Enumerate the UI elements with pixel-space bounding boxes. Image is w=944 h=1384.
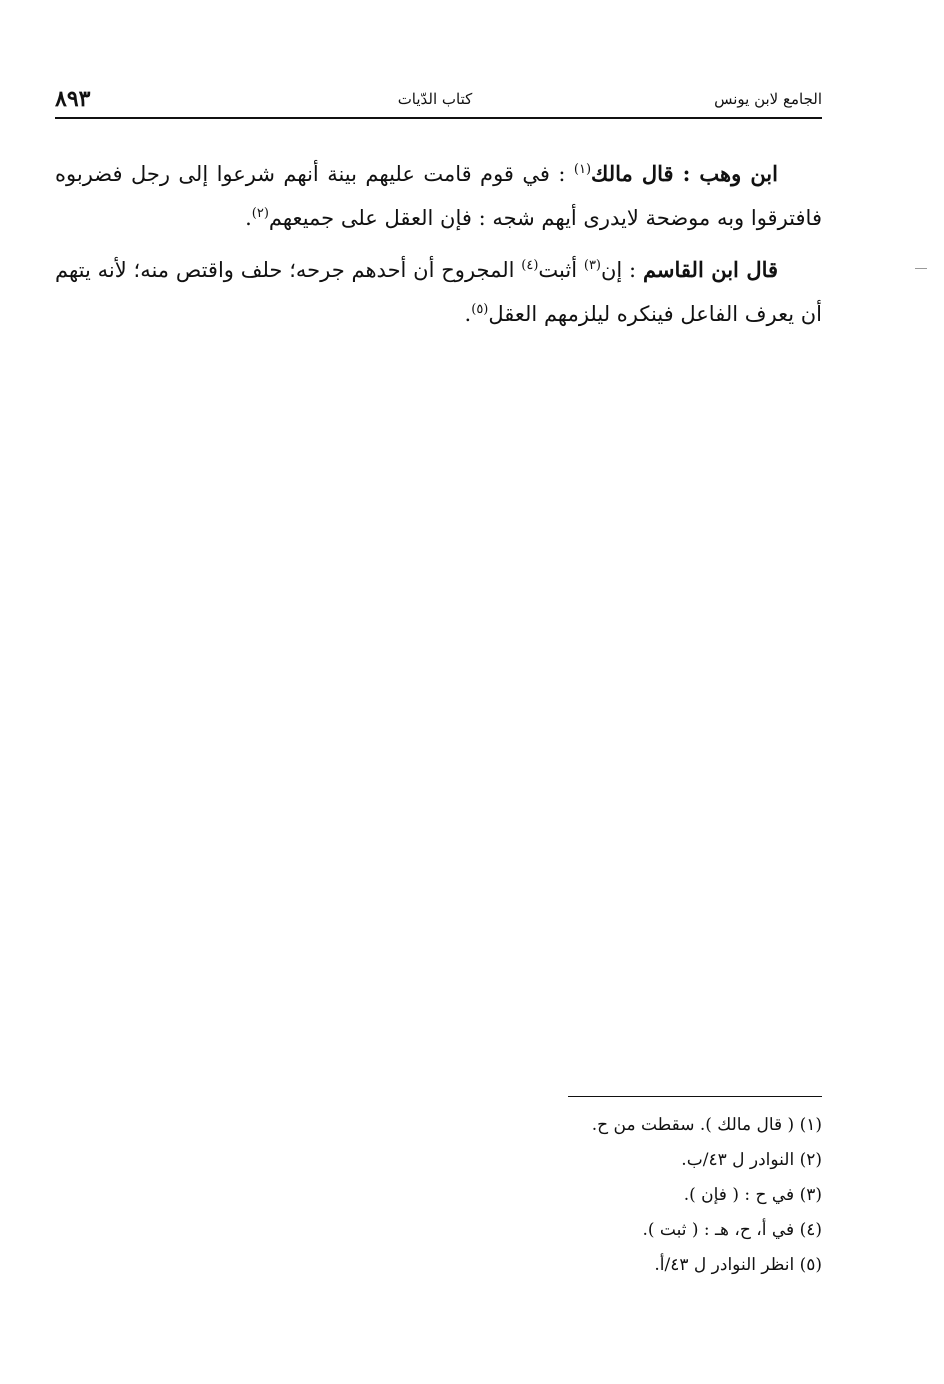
running-header (55, 86, 822, 114)
footnote-1: (١) ( قال مالك ). سقطت من ح. (591, 1115, 822, 1135)
paragraph-1 (55, 152, 822, 240)
footnote-3: (٣) في ح : ( فإن ). (683, 1185, 822, 1205)
speaker-lead: ابن وهب : قال مالك (591, 161, 778, 186)
footnote-ref-2[interactable]: (٢) (251, 206, 269, 221)
footnote-ref-3[interactable]: (٣) (583, 258, 601, 273)
book-title: الجامع لابن يونس (714, 90, 822, 108)
chapter-title: كتاب الدّيات (397, 90, 473, 108)
paragraph-2-text-b: أثبت (538, 258, 584, 282)
footnote-ref-5[interactable]: (٥) (471, 302, 489, 317)
main-text (55, 152, 822, 344)
footnote-ref-1[interactable]: (١) (573, 162, 592, 177)
paragraph-2 (55, 248, 822, 336)
page-number: ٨٩٣ (55, 86, 91, 112)
footnote-2: (٢) النوادر ل ٤٣/ب. (681, 1150, 822, 1170)
footnote-ref-4[interactable]: (٤) (521, 258, 539, 273)
paragraph-2-end: . (464, 302, 472, 326)
footnotes (420, 1108, 822, 1283)
header-rule (55, 117, 822, 119)
footnote-separator (568, 1096, 822, 1097)
footnote-4: (٤) في أ، ح، هـ : ( ثبت ). (642, 1220, 822, 1240)
paragraph-1-end: . (245, 206, 252, 230)
footnote-5: (٥) انظر النوادر ل ٤٣/أ. (654, 1255, 822, 1275)
margin-mark (915, 268, 927, 269)
speaker-lead: قال ابن القاسم (642, 257, 779, 282)
paragraph-1-text: : في قوم قامت عليهم بينة أنهم شرعوا إلى رجل فضربوه فافترقوا وبه موضحة لايدرى أيهم شجه : فإن العقل على جميعهم (55, 162, 822, 230)
paragraph-2-text-a: : إن (601, 258, 643, 282)
paragraph-2-text-c: المجروح أن أحدهم جرحه؛ حلف واقتص منه؛ لأنه يتهم أن يعرف الفاعل فينكره ليلزمهم العقل (55, 258, 822, 326)
